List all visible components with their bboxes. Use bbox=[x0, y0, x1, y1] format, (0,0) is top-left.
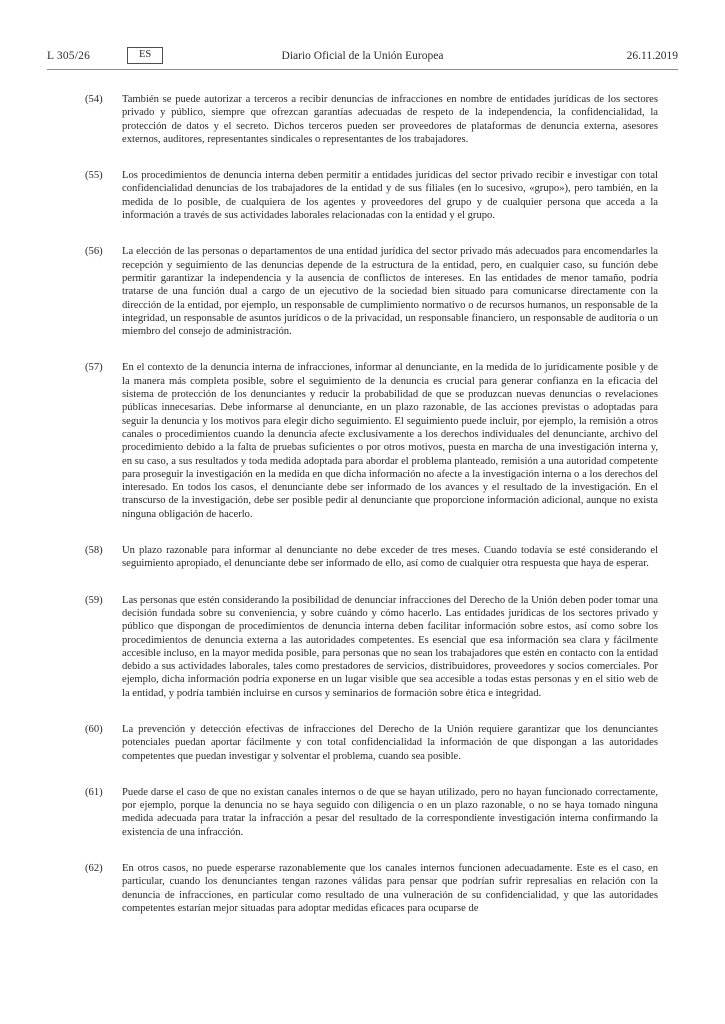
recital-number: (60) bbox=[85, 723, 103, 735]
recital-text: Los procedimientos de denuncia interna deben permitir a entidades jurídicas del sector privado recibir e investigar con total confidencialidad denuncias de los trabajadores de la entidad y de sus filiales (en lo sucesivo, «grupo»), pero también, en la medida de lo posible, de cualquiera de los agentes y proveedores del grupo y de cualquier persona que acceda a la información a través de sus actividades laborales relacionadas con la entidad y el grupo. bbox=[122, 170, 658, 222]
recital-text: La elección de las personas o departamentos de una entidad jurídica del sector privado más adecuados para encomendarles la recepción y seguimiento de las denuncias depende de la estructura de la entidad, pero, en cualquier caso, su función debe permitir garantizar la independencia y la ausencia de conflictos de intereses. En las entidades de menor tamaño, podría tratarse de una función dual a cargo de un ejecutivo de la sociedad bien situado para comunicarse directamente con la dirección de la entidad, por ejemplo, un responsable de cumplimiento normativo o de recursos humanos, un responsable de la integridad, un responsable de asuntos jurídicos o de la privacidad, un responsable financiero, un responsable de auditoría o un miembro del consejo de administración. bbox=[122, 246, 658, 338]
recital-58 bbox=[85, 544, 658, 571]
recital-text: Las personas que estén considerando la posibilidad de denunciar infracciones del Derecho de la Unión deben poder tomar una decisión fundada sobre su conveniencia, y sobre cuándo y cómo hacerlo. Las entidades jurídicas de los sectores privado y público que dispongan de procedimientos de denuncia interna deben facilitar información sobre estos, así como sobre los procedimientos de denuncia externa a las autoridades competentes. Es esencial que esa información sea clara y fácilmente accesible incluso, en la mayor medida posible, para personas que no sean los trabajadores que estén en contacto con la entidad debido a sus actividades laborales, tales como prestadores de servicios, distribuidores, proveedores y socios comerciales. Por ejemplo, dicha información podría exponerse en un lugar visible que sea accesible a todas estas personas y en el sitio web de la entidad, y podría también incluirse en cursos y seminarios de formación sobre ética e integridad. bbox=[122, 594, 658, 699]
page-reference: L 305/26 bbox=[47, 50, 91, 62]
recital-number: (59) bbox=[85, 594, 103, 606]
language-badge: ES bbox=[127, 47, 163, 64]
recital-57 bbox=[85, 361, 658, 521]
recital-55 bbox=[85, 169, 658, 222]
publication-date: 26.11.2019 bbox=[626, 50, 678, 62]
page-header bbox=[47, 47, 678, 67]
recitals-list bbox=[85, 93, 658, 938]
recital-text: Un plazo razonable para informar al denunciante no debe exceder de tres meses. Cuando todavía se esté considerando el seguimiento apropiado, el denunciante debe ser informado de ello, así como de cualquier otra respuesta que haya de esperar. bbox=[122, 545, 658, 570]
recital-56 bbox=[85, 245, 658, 338]
recital-59 bbox=[85, 594, 658, 700]
recital-number: (54) bbox=[85, 94, 103, 105]
header-divider bbox=[47, 69, 678, 70]
recital-number: (62) bbox=[85, 863, 103, 875]
journal-title: Diario Oficial de la Unión Europea bbox=[281, 50, 444, 62]
recital-text: La prevención y detección efectivas de infracciones del Derecho de la Unión requiere garantizar que los denunciantes potenciales puedan aportar fácilmente y con total confidencialidad la información de que dispongan a las autoridades competentes que puedan investigar y solventar el problema, cuando sea posible. bbox=[122, 723, 658, 762]
recital-text: En otros casos, no puede esperarse razonablemente que los canales internos funcionen adecuadamente. Este es el caso, en particular, cuando los denunciantes tengan razones válidas para pensar que podrían sufrir represalias en relación con la denuncia de infracciones, en particular como resultado de una vulneración de su confidencialidad, y que las autoridades competentes estarían mejor situadas para adoptar medidas eficaces para ocuparse de bbox=[122, 863, 658, 914]
recital-text: También se puede autorizar a terceros a recibir denuncias de infracciones en nombre de entidades jurídicas de los sectores privado y público, siempre que ofrezcan garantías adecuadas de respeto de la independencia, la confidencialidad, la protección de datos y el secreto. Dichos terceros pueden ser proveedores de plataformas de denuncia externa, asesores externos, auditores, representantes sindicales o representantes de los trabajadores. bbox=[122, 94, 658, 145]
recital-number: (61) bbox=[85, 786, 103, 798]
recital-61 bbox=[85, 786, 658, 839]
recital-60 bbox=[85, 723, 658, 763]
recital-54 bbox=[85, 93, 658, 146]
recital-62 bbox=[85, 862, 658, 915]
recital-number: (58) bbox=[85, 545, 103, 557]
recital-number: (55) bbox=[85, 170, 103, 182]
recital-number: (56) bbox=[85, 246, 103, 258]
recital-text: Puede darse el caso de que no existan canales internos o de que se hayan utilizado, pero no hayan funcionado correctamente, por ejemplo, porque la denuncia no se haya seguido con diligencia o en un plazo razonable, o no se haya tomado ninguna medida adecuada para tratar la infracción a pesar del resultado de la correspondiente investigación interna confirmando la existencia de una infracción. bbox=[122, 786, 658, 838]
recital-text: En el contexto de la denuncia interna de infracciones, informar al denunciante, en la medida de lo jurídicamente posible y de la manera más completa posible, sobre el seguimiento de la denuncia es crucial para generar confianza en la eficacia del sistema de protección de los denunciantes y reducir la probabilidad de que se produzcan nuevas denuncias o revelaciones públicas innecesarias. Debe informarse al denunciante, en un plazo razonable, de las acciones previstas o adoptadas para seguir la denuncia y los motivos para elegir dicho seguimiento. El seguimiento puede incluir, por ejemplo, la remisión a otros canales o procedimientos cuando la denuncia afecte exclusivamente a los derechos individuales del denunciante, archivo del procedimiento debido a la falta de pruebas suficientes o por otros motivos, puesta en marcha de una investigación interna y, en su caso, a sus resultados y toda medida adoptada para abordar el problema planteado, remisión a una autoridad competente para proseguir la investigación en la medida en que dicha información no afecte a la investigación interna o a los derechos del interesado. En todos los casos, el denunciante debe ser informado de los avances y el resultado de la investigación. En el transcurso de la investigación, debe ser posible pedir al denunciante que proporcione información adicional, aunque no exista ninguna obligación de hacerlo. bbox=[122, 362, 658, 520]
recital-number: (57) bbox=[85, 362, 103, 374]
